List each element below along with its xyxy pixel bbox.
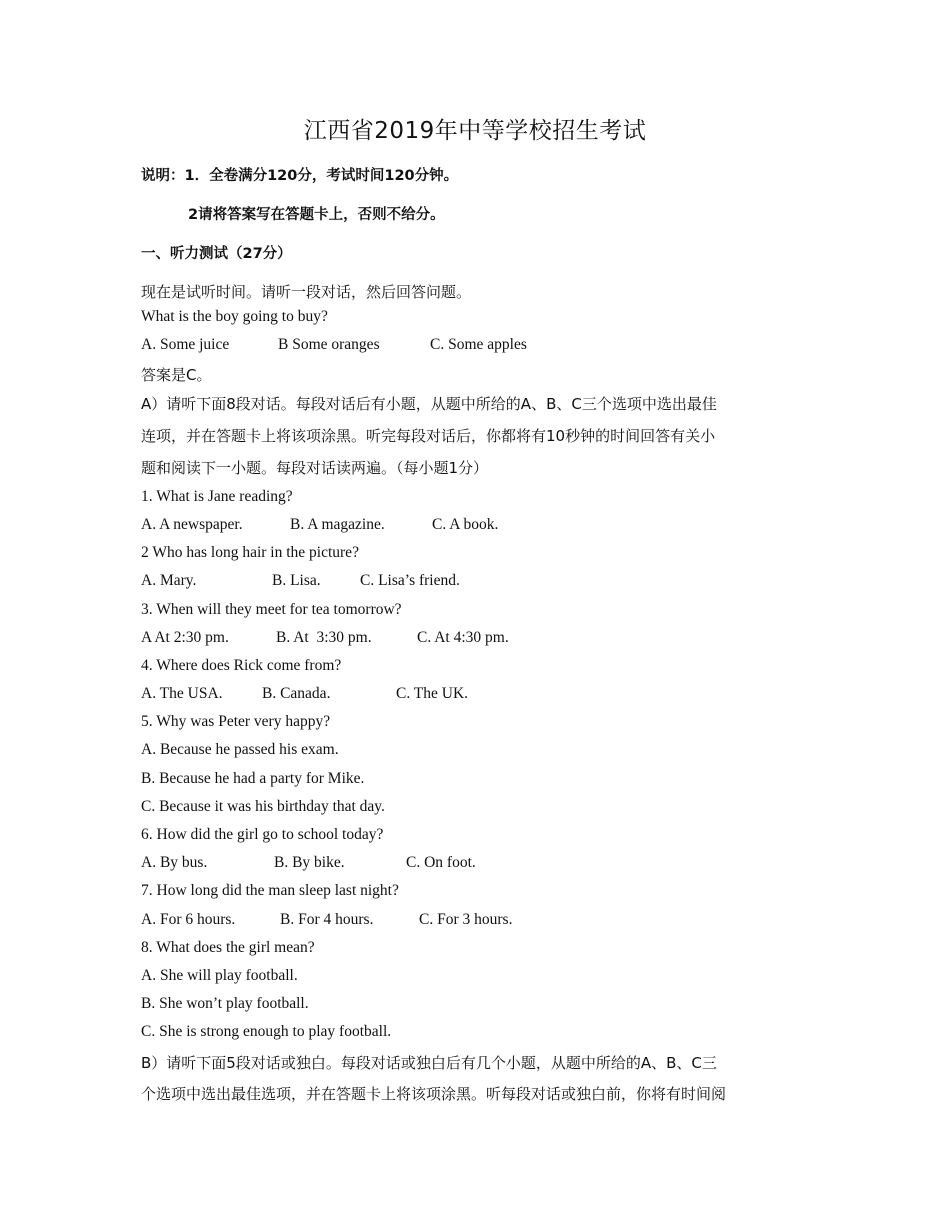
question-3-options — [141, 629, 509, 647]
option-c: C. On foot. — [406, 854, 476, 871]
question-2-options — [141, 572, 460, 590]
part-b-instruction-line: 个选项中选出最佳选项，并在答题卡上将该项涂黑。听每段对话或独白前，你将有时间阅 — [141, 1085, 727, 1103]
option-a: A. A newspaper. — [141, 516, 243, 533]
trial-answer: 答案是C。 — [141, 366, 212, 384]
option-a: A. Mary. — [141, 572, 197, 589]
option-c: C. For 3 hours. — [419, 911, 513, 928]
part-a-instruction-line: 题和阅读下一小题。每段对话读两遍。（每小题1分） — [141, 459, 489, 477]
option-b: B. Lisa. — [272, 572, 321, 589]
option-b: B. At 3:30 pm. — [276, 629, 372, 646]
option-a: A. Because he passed his exam. — [141, 741, 339, 758]
part-b-instruction-line: B）请听下面5段对话或独白。每段对话或独白后有几个小题，从题中所给的A、B、C三 — [141, 1054, 717, 1072]
option-a: A. She will play football. — [141, 967, 298, 984]
trial-intro: 现在是试听时间。请听一段对话，然后回答问题。 — [141, 283, 472, 301]
option-c: C. Because it was his birthday that day. — [141, 798, 385, 815]
question-4-options — [141, 685, 468, 703]
option-c: C. A book. — [432, 516, 499, 533]
trial-option-b: B Some oranges — [278, 336, 380, 353]
option-a: A. By bus. — [141, 854, 208, 871]
question-7-options — [141, 911, 512, 929]
part-a-instruction-line: A）请听下面8段对话。每段对话后有小题，从题中所给的A、B、C三个选项中选出最佳 — [141, 395, 717, 413]
question-3: 3. When will they meet for tea tomorrow? — [141, 601, 402, 618]
option-c: C. She is strong enough to play football. — [141, 1023, 392, 1040]
question-4: 4. Where does Rick come from? — [141, 657, 342, 674]
option-b: B. A magazine. — [290, 516, 385, 533]
trial-option-c: C. Some apples — [430, 336, 527, 353]
exam-note-1: 说明：1．全卷满分120分，考试时间120分钟。 — [141, 168, 459, 184]
option-b: B. Because he had a party for Mike. — [141, 770, 365, 787]
option-c: C. At 4:30 pm. — [417, 629, 509, 646]
option-b: B. Canada. — [262, 685, 331, 702]
question-7: 7. How long did the man sleep last night? — [141, 882, 399, 899]
option-a: A. For 6 hours. — [141, 911, 236, 928]
question-1-options — [141, 516, 498, 534]
exam-title: 江西省2019年中等学校招生考试 — [303, 118, 647, 144]
question-6-options — [141, 854, 476, 872]
question-8: 8. What does the girl mean? — [141, 939, 315, 956]
section-heading: 一、听力测试（27分） — [141, 246, 292, 262]
question-2: 2 Who has long hair in the picture? — [141, 544, 359, 561]
option-b: B. She won’t play football. — [141, 995, 309, 1012]
part-a-instruction-line: 连项，并在答题卡上将该项涂黑。听完每段对话后，你都将有10秒钟的时间回答有关小 — [141, 427, 716, 445]
trial-option-a: A. Some juice — [141, 336, 230, 353]
question-1: 1. What is Jane reading? — [141, 488, 293, 505]
option-a: A At 2:30 pm. — [141, 629, 229, 646]
trial-question: What is the boy going to buy? — [141, 308, 328, 325]
exam-note-2: 2请将答案写在答题卡上，否则不给分。 — [188, 207, 445, 223]
question-6: 6. How did the girl go to school today? — [141, 826, 384, 843]
option-b: B. By bike. — [274, 854, 345, 871]
option-a: A. The USA. — [141, 685, 223, 702]
question-5: 5. Why was Peter very happy? — [141, 713, 331, 730]
option-c: C. Lisa’s friend. — [360, 572, 460, 589]
option-c: C. The UK. — [396, 685, 469, 702]
option-b: B. For 4 hours. — [280, 911, 374, 928]
trial-options — [141, 336, 527, 354]
